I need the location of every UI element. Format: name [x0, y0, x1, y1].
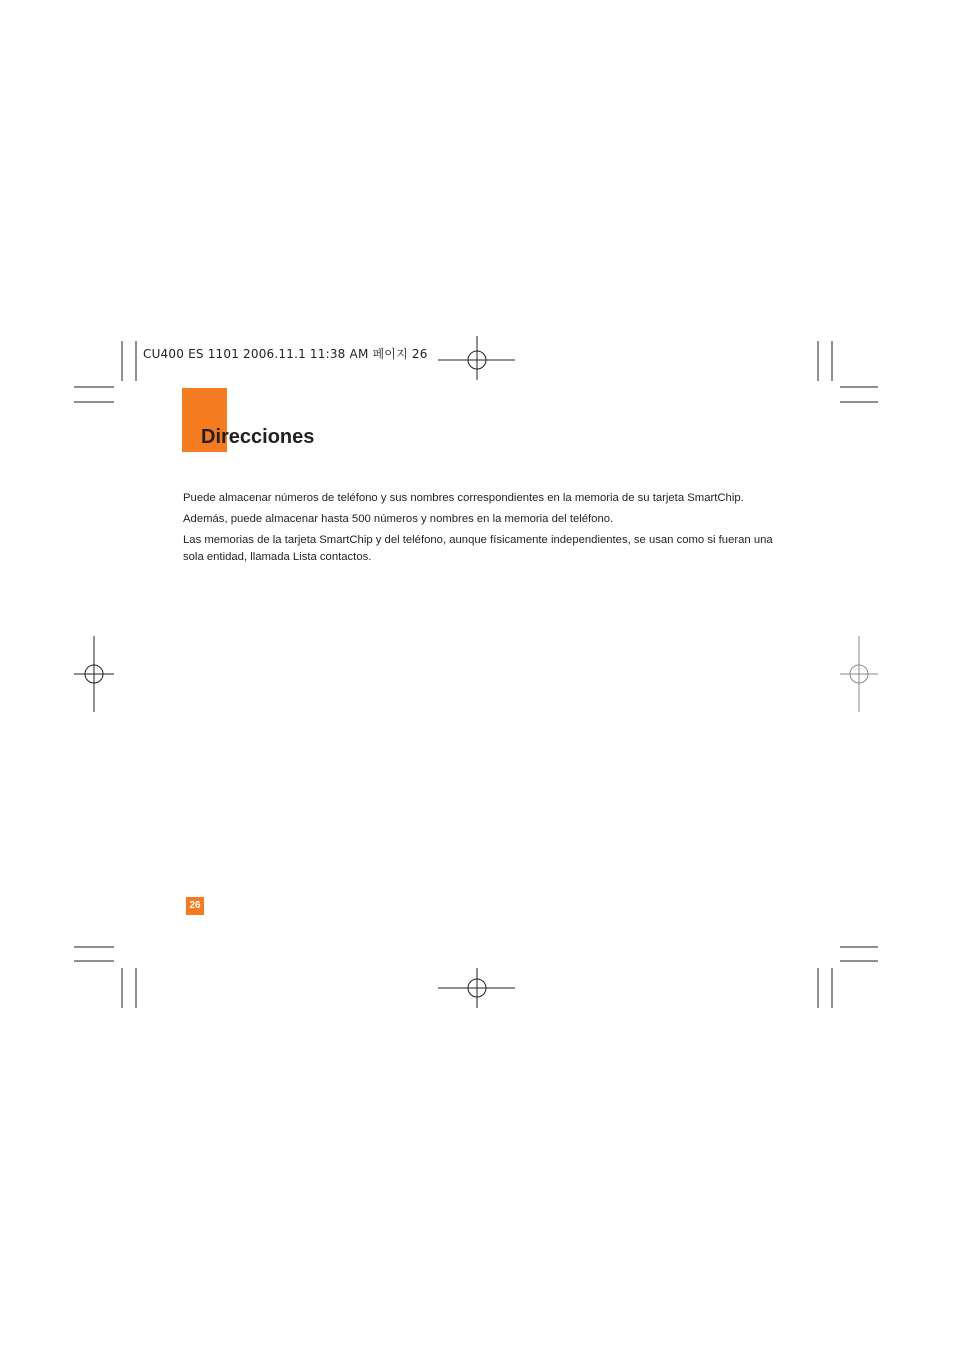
registration-mark-top — [438, 336, 515, 380]
body-text — [183, 490, 793, 570]
registration-mark-bottom — [438, 968, 515, 1008]
paragraph: Además, puede almacenar hasta 500 números y nombres en la memoria del teléfono. — [183, 513, 614, 525]
crop-mark-top-left — [74, 341, 136, 402]
crop-mark-top-right — [818, 341, 878, 402]
registration-mark-left — [74, 636, 114, 712]
page-number-badge: 26 — [186, 897, 204, 915]
paragraph: Las memorias de la tarjeta SmartChip y del teléfono, aunque físicamente independientes, se usan como si fueran una sola entidad, llamada Lista contactos. — [183, 534, 773, 563]
print-slug: CU400 ES 1101 2006.11.1 11:38 AM 페이지 26 — [143, 347, 428, 361]
registration-mark-right — [840, 636, 878, 712]
crop-mark-bottom-left — [74, 947, 136, 1008]
page-title: Direcciones — [201, 426, 315, 448]
crop-mark-bottom-right — [818, 947, 878, 1008]
paragraph: Puede almacenar números de teléfono y sus nombres correspondientes en la memoria de su tarjeta SmartChip. — [183, 492, 744, 504]
